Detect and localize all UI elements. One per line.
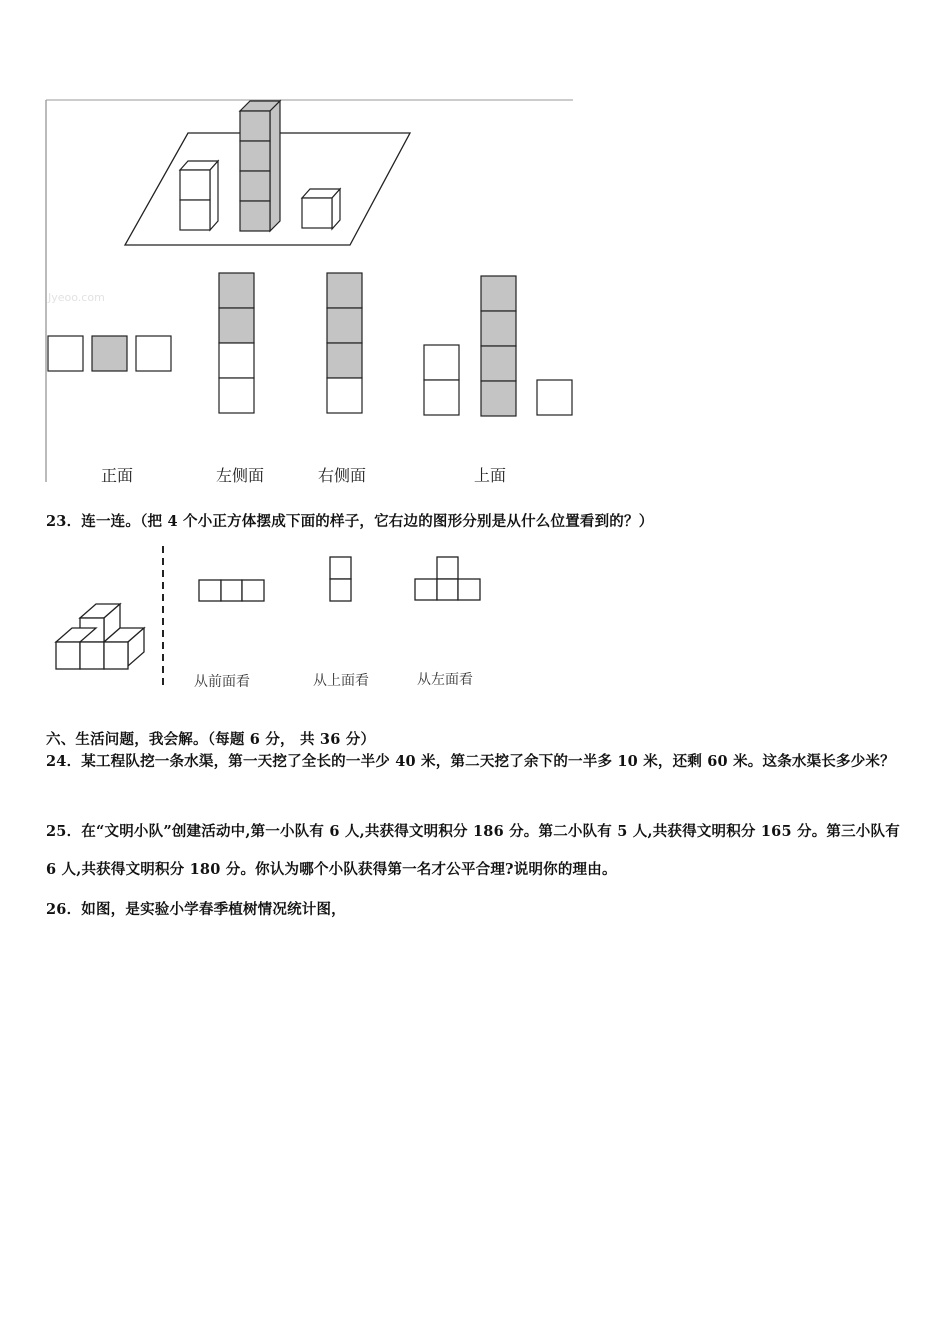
- shape-two-stacked: [330, 557, 351, 601]
- question-26: 26．如图，是实验小学春季植树情况统计图，: [46, 901, 346, 918]
- question-24: 24．某工程队挖一条水渠，第一天挖了全长的一半少 40 米，第二天挖了余下的一半多 10 米，还剩 60 米。这条水渠长多少米？: [46, 753, 895, 770]
- stack-left: [180, 161, 218, 230]
- view-front: [48, 336, 171, 371]
- label-left-side: 左侧面: [216, 466, 265, 485]
- view-label-left: 从左面看: [417, 672, 473, 688]
- label-top: 上面: [474, 466, 507, 485]
- cube-arrangement: [56, 604, 144, 669]
- question-23: 23．连一连。（把 4 个小正方体摆成下面的样子，它右边的图形分别是从什么位置看到的？）: [46, 513, 654, 530]
- shape-t-shape: [415, 557, 480, 600]
- view-top: [424, 276, 572, 416]
- watermark: Jyeoo.com: [48, 291, 105, 304]
- shape-three-in-row: [199, 580, 264, 601]
- label-front: 正面: [101, 466, 134, 485]
- stack-right: [302, 189, 340, 229]
- label-right-side: 右侧面: [318, 466, 367, 485]
- section-6-heading: 六、生活问题，我会解。（每题 6 分， 共 36 分）: [46, 731, 376, 748]
- view-right-side: [327, 273, 362, 413]
- view-label-front: 从前面看: [194, 674, 250, 690]
- cube-views-drawing: [0, 0, 600, 500]
- question-25: 25．在“文明小队”创建活动中,第一小队有 6 人,共获得文明积分 186 分。第二小队有 5 人,共获得文明积分 165 分。第三小队有 6 人,共获得文明积分 180 分。你认为哪个小队获得第一名才公平合理?说明你的理由。: [46, 823, 900, 878]
- stack-middle: [240, 101, 280, 231]
- view-left-side: [219, 273, 254, 413]
- view-label-top: 从上面看: [313, 673, 369, 689]
- figure-q23: [0, 540, 520, 700]
- figure-cube-views: [0, 0, 600, 500]
